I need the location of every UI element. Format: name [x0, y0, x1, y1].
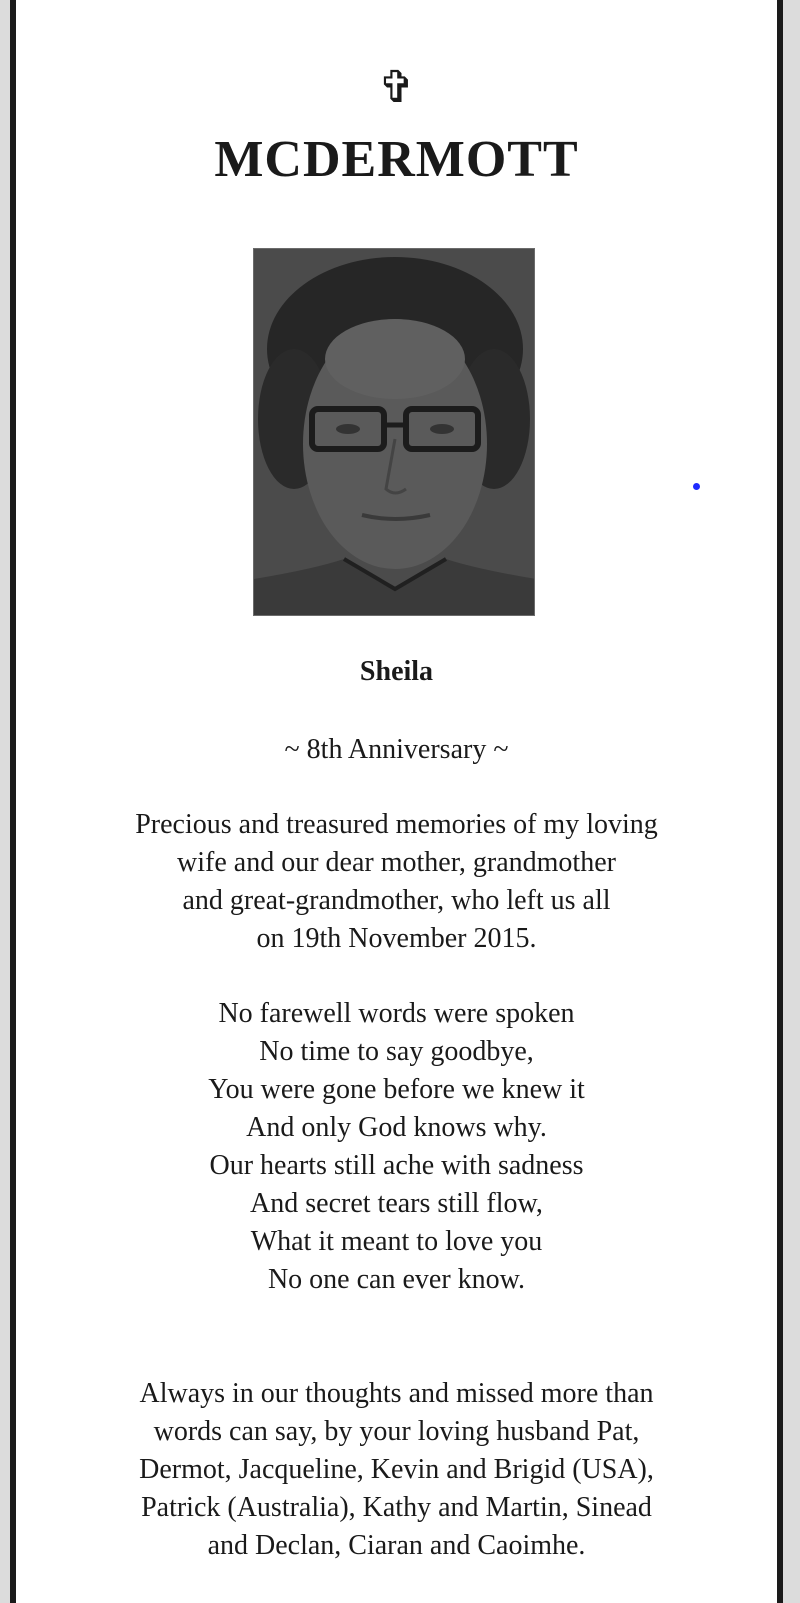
page-margin-left: [0, 0, 10, 1603]
memories-line: and great-grandmother, who left us all: [182, 885, 611, 916]
family-line: Always in our thoughts and missed more than: [139, 1378, 654, 1409]
memories-line: on 19th November 2015.: [256, 923, 537, 954]
poem-line: What it meant to love you: [250, 1226, 543, 1257]
blue-dot-marker: [693, 483, 700, 490]
family-paragraph: [16, 1375, 777, 1565]
poem-line: Our hearts still ache with sadness: [209, 1150, 584, 1181]
family-line: Dermot, Jacqueline, Kevin and Brigid (USA),: [139, 1454, 654, 1485]
cross-icon: ✞: [378, 63, 415, 112]
memorial-notice: [16, 0, 777, 1603]
memories-line: Precious and treasured memories of my loving: [135, 809, 658, 840]
poem-line: No farewell words were spoken: [218, 998, 575, 1029]
memories-line: wife and our dear mother, grandmother: [177, 847, 616, 878]
memories-paragraph: [16, 806, 777, 958]
poem-line: You were gone before we knew it: [208, 1074, 585, 1105]
page-margin-right: [783, 0, 800, 1603]
poem: [16, 995, 777, 1299]
first-name: Sheila: [359, 656, 434, 687]
portrait-photo: [253, 248, 535, 616]
poem-line: And only God knows why.: [246, 1112, 547, 1143]
family-line: words can say, by your loving husband Pat,: [153, 1416, 640, 1447]
family-line: and Declan, Ciaran and Caoimhe.: [207, 1530, 586, 1561]
portrait-illustration: [254, 249, 535, 616]
poem-line: No time to say goodbye,: [259, 1036, 534, 1067]
family-line: Patrick (Australia), Kathy and Martin, Sinead: [141, 1492, 652, 1523]
poem-line: No one can ever know.: [267, 1264, 526, 1295]
anniversary-line: ~ 8th Anniversary ~: [284, 734, 509, 765]
poem-line: And secret tears still flow,: [250, 1188, 543, 1219]
surname-heading: MCDERMOTT: [214, 131, 579, 188]
